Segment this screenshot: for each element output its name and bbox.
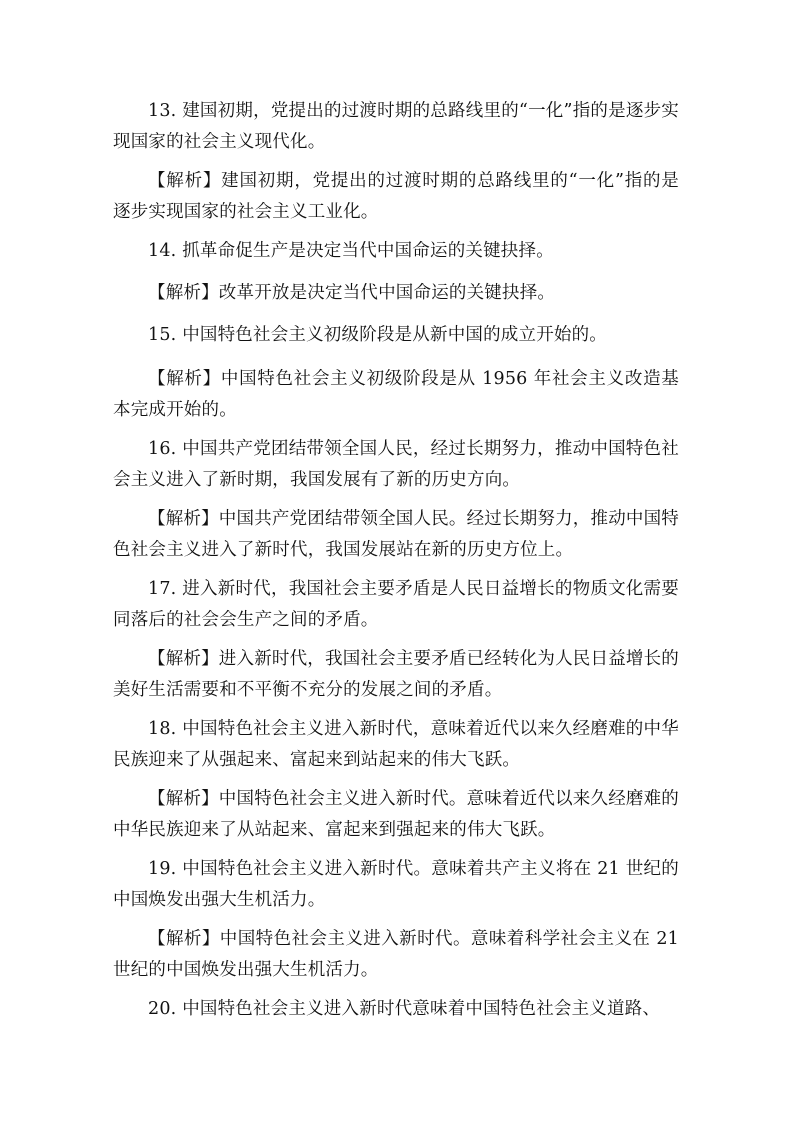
analysis-14: 【解析】改革开放是决定当代中国命运的关键抉择。 bbox=[148, 283, 556, 303]
analysis-13: 【解析】建国初期，党提出的过渡时期的总路线里的“一化”指的是逐步实现国家的社会主义工业化。 bbox=[113, 171, 679, 222]
analysis-17: 【解析】进入新时代，我国社会主要矛盾已经转化为人民日益增长的美好生活需要和不平衡不充分的发展之间的矛盾。 bbox=[113, 649, 679, 700]
question-14: 14. 抓革命促生产是决定当代中国命运的关键抉择。 bbox=[148, 241, 554, 261]
analysis-19: 【解析】中国特色社会主义进入新时代。意味着科学社会主义在 21 世纪的中国焕发出强大生机活力。 bbox=[113, 929, 679, 980]
analysis-18: 【解析】中国特色社会主义进入新时代。意味着近代以来久经磨难的中华民族迎来了从站起来、富起来到强起来的伟大飞跃。 bbox=[113, 789, 679, 840]
question-18: 18. 中国特色社会主义进入新时代，意味着近代以来久经磨难的中华民族迎来了从强起来、富起来到站起来的伟大飞跃。 bbox=[113, 719, 679, 770]
question-15: 15. 中国特色社会主义初级阶段是从新中国的成立开始的。 bbox=[148, 325, 607, 345]
analysis-16: 【解析】中国共产党团结带领全国人民。经过长期努力，推动中国特色社会主义进入了新时代，我国发展站在新的历史方位上。 bbox=[113, 509, 679, 560]
question-20: 20. 中国特色社会主义进入新时代意味着中国特色社会主义道路、 bbox=[148, 999, 661, 1019]
analysis-15: 【解析】中国特色社会主义初级阶段是从 1956 年社会主义改造基本完成开始的。 bbox=[113, 369, 679, 420]
question-19: 19. 中国特色社会主义进入新时代。意味着共产主义将在 21 世纪的中国焕发出强大生机活力。 bbox=[113, 859, 679, 910]
question-13: 13. 建国初期，党提出的过渡时期的总路线里的“一化”指的是逐步实现国家的社会主义现代化。 bbox=[113, 101, 679, 152]
question-16: 16. 中国共产党团结带领全国人民，经过长期努力，推动中国特色社会主义进入了新时期，我国发展有了新的历史方向。 bbox=[113, 439, 679, 490]
question-17: 17. 进入新时代，我国社会主要矛盾是人民日益增长的物质文化需要同落后的社会会生产之间的矛盾。 bbox=[113, 579, 679, 630]
